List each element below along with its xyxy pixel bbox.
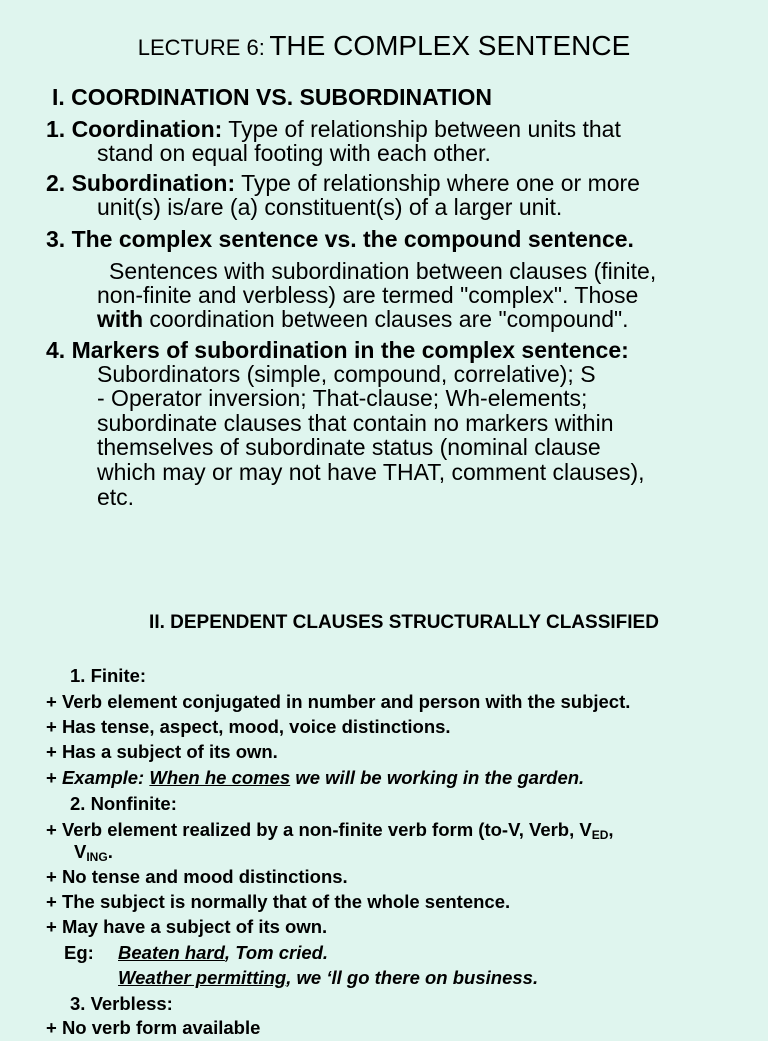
item3-line3 xyxy=(97,307,629,331)
eg-label: Eg: xyxy=(64,942,94,963)
title-prefix: LECTURE 6: xyxy=(137,35,265,60)
item2-text1: Type of relationship where one or more xyxy=(235,170,640,196)
finite-label: 1. Finite: xyxy=(70,665,147,686)
nonfinite-label: 2. Nonfinite: xyxy=(70,793,177,814)
subscript-ed: ED xyxy=(591,828,609,842)
finite-example-rest: we will be working in the garden. xyxy=(290,767,585,788)
item2-line1 xyxy=(46,171,640,195)
nonfinite-line1-post: , xyxy=(608,819,614,840)
verbless-partial: + No verb form available xyxy=(46,1017,261,1038)
item3-line1: Sentences with subordination between clauses (finite, xyxy=(109,258,657,284)
finite-example-underlined: When he comes xyxy=(149,767,291,788)
nonfinite-line2-pre: V xyxy=(74,841,87,862)
item3-line2: non-finite and verbless) are termed "complex". Those xyxy=(97,282,639,308)
eg1 xyxy=(118,941,328,966)
finite-item: + Verb element conjugated in number and person with the subject. xyxy=(46,691,631,712)
finite-example xyxy=(46,766,584,791)
item4-line: subordinate clauses that contain no markers within xyxy=(97,410,614,436)
item1-text1: Type of relationship between units that xyxy=(222,116,621,142)
eg2 xyxy=(118,966,538,991)
item4-line: themselves of subordinate status (nominal clause xyxy=(97,434,601,460)
item3-line3-bold: with xyxy=(97,306,143,332)
item4-line: etc. xyxy=(97,484,135,510)
page-title xyxy=(0,30,768,62)
nonfinite-line2-post: . xyxy=(107,841,113,862)
item2-label: 2. Subordination: xyxy=(46,170,236,196)
eg1-rest: , Tom cried. xyxy=(224,942,329,963)
item2-line2: unit(s) is/are (a) constituent(s) of a larger unit. xyxy=(97,194,563,220)
title-main: THE COMPLEX SENTENCE xyxy=(269,30,631,61)
item4-line: which may or may not have THAT, comment clauses), xyxy=(97,459,645,485)
item1-label: 1. Coordination: xyxy=(46,116,223,142)
finite-item: + Has tense, aspect, mood, voice distinctions. xyxy=(46,716,451,737)
nonfinite-item: + May have a subject of its own. xyxy=(46,916,328,937)
item3-label: 3. The complex sentence vs. the compound sentence. xyxy=(46,226,634,252)
item1-line1 xyxy=(46,117,621,141)
finite-example-lead: Example: xyxy=(61,767,150,788)
nonfinite-line1-pre: + Verb element realized by a non-finite verb form (to-V, Verb, V xyxy=(46,819,592,840)
eg2-rest: , we ‘ll go there on business. xyxy=(286,967,539,988)
nonfinite-item: + The subject is normally that of the whole sentence. xyxy=(46,891,511,912)
item4-line: - Operator inversion; That-clause; Wh-elements; xyxy=(97,385,588,411)
finite-item: + Has a subject of its own. xyxy=(46,741,278,762)
verbless-label: 3. Verbless: xyxy=(70,993,173,1014)
eg1-underlined: Beaten hard xyxy=(118,942,225,963)
item1-line2: stand on equal footing with each other. xyxy=(97,140,491,166)
item4-label: 4. Markers of subordination in the complex sentence: xyxy=(46,337,629,363)
nonfinite-item: + No tense and mood distinctions. xyxy=(46,866,348,887)
item3-line3-rest: coordination between clauses are "compound". xyxy=(143,306,629,332)
item4-line: Subordinators (simple, compound, correlative); S xyxy=(97,361,596,387)
section2-heading: II. DEPENDENT CLAUSES STRUCTURALLY CLASSIFIED xyxy=(149,612,659,633)
eg2-underlined: Weather permitting xyxy=(118,967,287,988)
subscript-ing: ING xyxy=(86,850,108,864)
nonfinite-line1 xyxy=(46,818,614,848)
section1-heading: I. COORDINATION VS. SUBORDINATION xyxy=(52,84,492,110)
finite-example-plus: + xyxy=(46,767,62,788)
